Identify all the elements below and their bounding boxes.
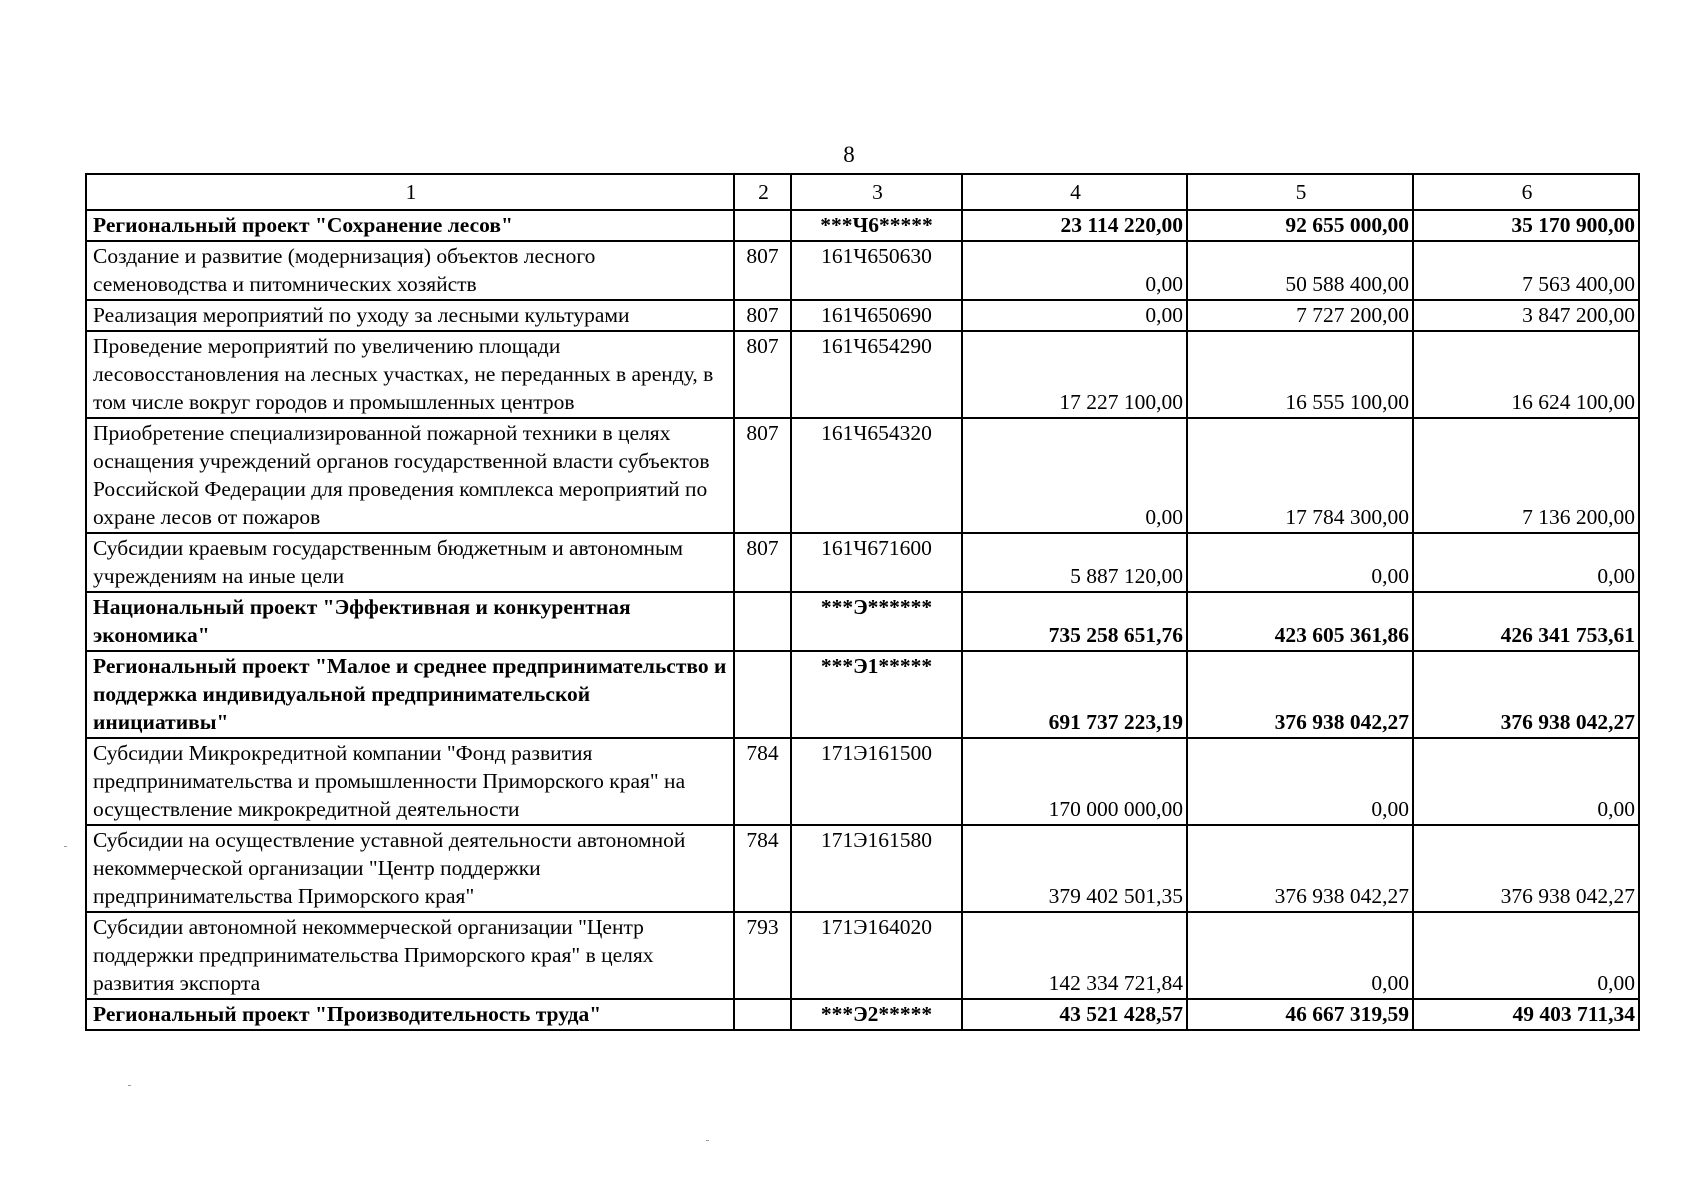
row-value-6: 7 563 400,00: [1413, 241, 1639, 300]
row-value-4: 23 114 220,00: [962, 210, 1187, 241]
row-value-4: 0,00: [962, 300, 1187, 331]
row-code: 161Ч671600: [791, 533, 962, 592]
row-name: Национальный проект "Эффективная и конкурентная экономика": [86, 592, 734, 651]
row-code: ***Ч6*****: [791, 210, 962, 241]
row-value-4: 0,00: [962, 418, 1187, 533]
row-value-4: 142 334 721,84: [962, 912, 1187, 999]
row-value-5: 17 784 300,00: [1187, 418, 1413, 533]
row-grbs: 807: [734, 331, 791, 418]
header-cell: 2: [734, 174, 791, 210]
row-code: 171Э161500: [791, 738, 962, 825]
table-row: [86, 210, 1639, 241]
row-value-6: 0,00: [1413, 738, 1639, 825]
row-value-6: 426 341 753,61: [1413, 592, 1639, 651]
scan-speck: [64, 846, 67, 847]
row-name: Субсидии автономной некоммерческой организации "Центр поддержки предпринимательства Приморского края" в целях развития экспорта: [86, 912, 734, 999]
row-name: Субсидии Микрокредитной компании "Фонд развития предпринимательства и промышленности Приморского края" на осуществление микрокредитной деятельности: [86, 738, 734, 825]
row-value-4: 0,00: [962, 241, 1187, 300]
header-cell: 5: [1187, 174, 1413, 210]
header-cell: 4: [962, 174, 1187, 210]
row-value-5: 92 655 000,00: [1187, 210, 1413, 241]
row-name: Создание и развитие (модернизация) объектов лесного семеноводства и питомнических хозяйств: [86, 241, 734, 300]
row-value-6: 35 170 900,00: [1413, 210, 1639, 241]
row-code: 161Ч650690: [791, 300, 962, 331]
row-name: Региональный проект "Сохранение лесов": [86, 210, 734, 241]
row-value-5: 0,00: [1187, 912, 1413, 999]
row-name: Приобретение специализированной пожарной техники в целях оснащения учреждений органов государственной власти субъектов Российской Федерации для проведения комплекса мероприятий по охране лесов от пожаров: [86, 418, 734, 533]
header-cell: 1: [86, 174, 734, 210]
row-value-5: 50 588 400,00: [1187, 241, 1413, 300]
row-name: Региональный проект "Малое и среднее предпринимательство и поддержка индивидуальной предпринимательской инициативы": [86, 651, 734, 738]
row-grbs: 807: [734, 533, 791, 592]
row-value-4: 379 402 501,35: [962, 825, 1187, 912]
header-cell: 3: [791, 174, 962, 210]
row-name: Реализация мероприятий по уходу за лесными культурами: [86, 300, 734, 331]
row-code: ***Э******: [791, 592, 962, 651]
row-grbs: [734, 592, 791, 651]
row-value-5: 16 555 100,00: [1187, 331, 1413, 418]
budget-table: [85, 173, 1640, 1031]
table-row: [86, 300, 1639, 331]
row-value-6: 376 938 042,27: [1413, 825, 1639, 912]
row-value-5: 423 605 361,86: [1187, 592, 1413, 651]
row-name: Субсидии на осуществление уставной деятельности автономной некоммерческой организации "Центр поддержки предпринимательства Приморского края": [86, 825, 734, 912]
row-grbs: [734, 999, 791, 1030]
row-value-4: 5 887 120,00: [962, 533, 1187, 592]
row-grbs: 784: [734, 738, 791, 825]
row-code: ***Э2*****: [791, 999, 962, 1030]
table-row: [86, 912, 1639, 999]
row-value-4: 17 227 100,00: [962, 331, 1187, 418]
table-row: [86, 418, 1639, 533]
table-row: [86, 738, 1639, 825]
row-value-6: 49 403 711,34: [1413, 999, 1639, 1030]
table-row: [86, 331, 1639, 418]
header-row: [86, 174, 1639, 210]
table-row: [86, 592, 1639, 651]
scan-speck: [706, 1140, 709, 1141]
row-grbs: 807: [734, 418, 791, 533]
row-value-6: 0,00: [1413, 912, 1639, 999]
row-value-6: 0,00: [1413, 533, 1639, 592]
row-code: 171Э161580: [791, 825, 962, 912]
row-code: 161Ч650630: [791, 241, 962, 300]
table-row: [86, 241, 1639, 300]
row-value-6: 16 624 100,00: [1413, 331, 1639, 418]
row-value-6: 3 847 200,00: [1413, 300, 1639, 331]
row-value-5: 0,00: [1187, 738, 1413, 825]
header-cell: 6: [1413, 174, 1639, 210]
row-value-5: 46 667 319,59: [1187, 999, 1413, 1030]
row-code: ***Э1*****: [791, 651, 962, 738]
row-value-6: 376 938 042,27: [1413, 651, 1639, 738]
row-value-5: 376 938 042,27: [1187, 825, 1413, 912]
row-value-6: 7 136 200,00: [1413, 418, 1639, 533]
row-value-5: 0,00: [1187, 533, 1413, 592]
row-grbs: 793: [734, 912, 791, 999]
row-name: Субсидии краевым государственным бюджетным и автономным учреждениям на иные цели: [86, 533, 734, 592]
row-grbs: [734, 210, 791, 241]
row-grbs: [734, 651, 791, 738]
row-name: Проведение мероприятий по увеличению площади лесовосстановления на лесных участках, не переданных в аренду, в том числе вокруг городов и промышленных центров: [86, 331, 734, 418]
table-row: [86, 651, 1639, 738]
row-value-5: 376 938 042,27: [1187, 651, 1413, 738]
row-name: Региональный проект "Производительность труда": [86, 999, 734, 1030]
row-grbs: 807: [734, 300, 791, 331]
row-value-4: 43 521 428,57: [962, 999, 1187, 1030]
row-code: 171Э164020: [791, 912, 962, 999]
row-code: 161Ч654320: [791, 418, 962, 533]
row-code: 161Ч654290: [791, 331, 962, 418]
scan-speck: [128, 1085, 131, 1086]
table-row: [86, 825, 1639, 912]
table-row: [86, 533, 1639, 592]
row-value-4: 735 258 651,76: [962, 592, 1187, 651]
row-value-5: 7 727 200,00: [1187, 300, 1413, 331]
row-value-4: 170 000 000,00: [962, 738, 1187, 825]
page-number: 8: [843, 142, 855, 167]
row-value-4: 691 737 223,19: [962, 651, 1187, 738]
table-row: [86, 999, 1639, 1030]
row-grbs: 784: [734, 825, 791, 912]
row-grbs: 807: [734, 241, 791, 300]
